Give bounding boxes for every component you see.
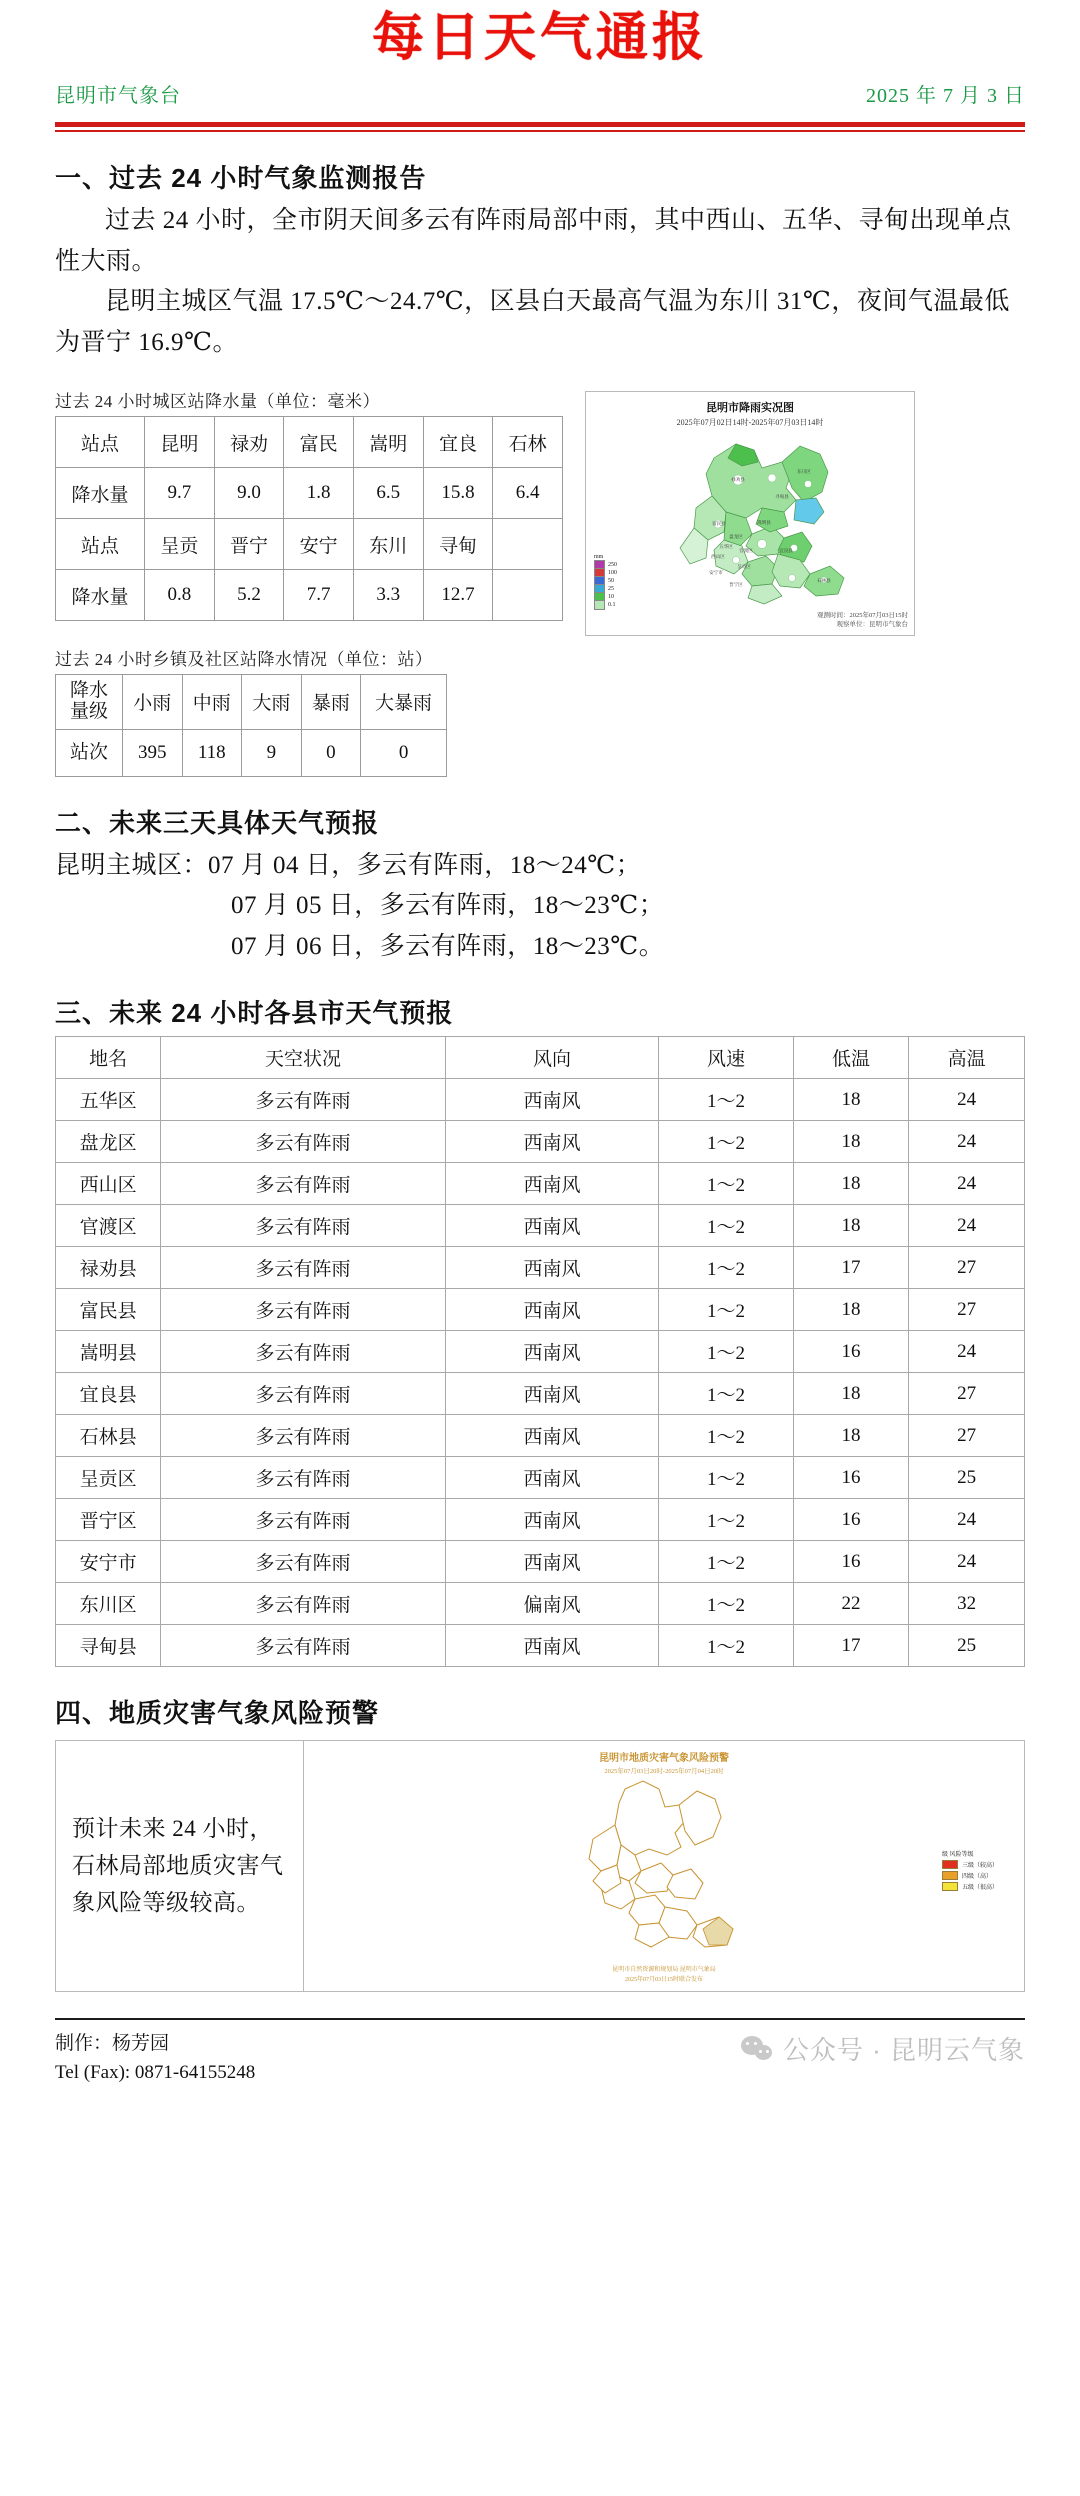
sky-cell: 多云有阵雨 xyxy=(161,1373,445,1415)
row-header-station: 站点 xyxy=(56,417,145,468)
svg-text:西山区: 西山区 xyxy=(711,554,725,559)
count-cell: 395 xyxy=(123,729,183,776)
table-header-row xyxy=(56,1037,1025,1079)
wind-direction-cell: 西南风 xyxy=(445,1163,659,1205)
station-cell: 嵩明 xyxy=(353,417,423,468)
legend-value: 50 xyxy=(608,578,614,584)
wind-speed-cell: 1～2 xyxy=(659,1121,793,1163)
station-cell: 呈贡 xyxy=(145,519,215,570)
svg-text:寻甸县: 寻甸县 xyxy=(775,494,789,499)
table-row xyxy=(56,1415,1025,1457)
table-row xyxy=(56,1163,1025,1205)
high-temp-cell: 25 xyxy=(909,1457,1025,1499)
rainfall-cell: 7.7 xyxy=(284,570,354,621)
sky-cell: 多云有阵雨 xyxy=(161,1121,445,1163)
table-row xyxy=(56,675,447,730)
level-cell: 大暴雨 xyxy=(361,675,447,730)
count-cell: 9 xyxy=(242,729,302,776)
low-temp-cell: 16 xyxy=(793,1331,909,1373)
geo-issue-time: 2025年07月03日15时联合发布 xyxy=(624,1976,703,1983)
high-temp-cell: 32 xyxy=(909,1583,1025,1625)
rainfall-cell: 9.7 xyxy=(145,468,215,519)
place-cell: 五华区 xyxy=(56,1079,161,1121)
legend-value: 10 xyxy=(608,594,614,600)
rainfall-cell: 15.8 xyxy=(423,468,493,519)
geo-risk-text-cell xyxy=(56,1741,304,1991)
footer-maker: 制作：杨芳园 xyxy=(55,2033,170,2055)
wind-direction-cell: 西南风 xyxy=(445,1457,659,1499)
level-row-header: 降水 量级 xyxy=(56,675,123,730)
column-header-high-temp: 高温 xyxy=(909,1037,1025,1079)
svg-text:安宁市: 安宁市 xyxy=(709,570,723,575)
rainfall-map xyxy=(585,391,915,636)
legend-value: 0.1 xyxy=(608,602,616,608)
table-row xyxy=(56,1331,1025,1373)
wind-direction-cell: 西南风 xyxy=(445,1625,659,1667)
count-cell: 0 xyxy=(361,729,447,776)
wechat-label: 公众号 · 昆明云气象 xyxy=(782,2035,1025,2066)
geo-legend xyxy=(942,1849,998,1893)
station-cell: 晋宁 xyxy=(214,519,284,570)
wind-direction-cell: 西南风 xyxy=(445,1289,659,1331)
monitoring-tables xyxy=(55,363,575,777)
svg-text:富民县: 富民县 xyxy=(712,521,726,526)
high-temp-cell: 25 xyxy=(909,1625,1025,1667)
column-header-place: 地名 xyxy=(56,1037,161,1079)
rainfall-cell: 6.5 xyxy=(353,468,423,519)
wind-direction-cell: 西南风 xyxy=(445,1415,659,1457)
high-temp-cell: 24 xyxy=(909,1205,1025,1247)
place-cell: 嵩明县 xyxy=(56,1331,161,1373)
svg-text:晋宁区: 晋宁区 xyxy=(729,582,743,587)
table-row xyxy=(56,1289,1025,1331)
monitoring-tables-and-map xyxy=(55,363,1025,777)
rainfall-legend-unit: mm xyxy=(594,554,604,560)
table-row xyxy=(56,1079,1025,1121)
column-header-wind-speed: 风速 xyxy=(659,1037,793,1079)
svg-text:呈贡区: 呈贡区 xyxy=(737,564,751,569)
station-cell: 石林 xyxy=(493,417,563,468)
wind-speed-cell: 1～2 xyxy=(659,1625,793,1667)
table-row xyxy=(56,1205,1025,1247)
table-row xyxy=(56,1457,1025,1499)
rainfall-cell: 0.8 xyxy=(145,570,215,621)
section-1-paragraph-1: 过去 24 小时，全市阴天间多云有阵雨局部中雨，其中西山、五华、寻甸出现单点性大雨。 xyxy=(55,207,1012,275)
wind-direction-cell: 偏南风 xyxy=(445,1583,659,1625)
rainfall-cell: 9.0 xyxy=(214,468,284,519)
low-temp-cell: 18 xyxy=(793,1415,909,1457)
row-header-amount: 降水量 xyxy=(56,468,145,519)
sky-cell: 多云有阵雨 xyxy=(161,1331,445,1373)
high-temp-cell: 27 xyxy=(909,1415,1025,1457)
low-temp-cell: 16 xyxy=(793,1499,909,1541)
table-row xyxy=(56,1121,1025,1163)
low-temp-cell: 18 xyxy=(793,1121,909,1163)
masthead xyxy=(55,0,1025,71)
high-temp-cell: 24 xyxy=(909,1541,1025,1583)
place-cell: 富民县 xyxy=(56,1289,161,1331)
forecast-day-2: 07 月 05 日，多云有阵雨，18～23℃； xyxy=(231,892,665,920)
rain-table-caption: 过去 24 小时城区站降水量（单位：毫米） xyxy=(55,392,380,411)
column-header-sky: 天空状况 xyxy=(161,1037,445,1079)
section-1-paragraph-2: 昆明主城区气温 17.5℃～24.7℃，区县白天最高气温为东川 31℃，夜间气温最低为晋宁 16.9℃。 xyxy=(55,288,1010,356)
count-cell: 0 xyxy=(301,729,361,776)
wind-direction-cell: 西南风 xyxy=(445,1079,659,1121)
level-cell: 大雨 xyxy=(242,675,302,730)
high-temp-cell: 24 xyxy=(909,1121,1025,1163)
wind-speed-cell: 1～2 xyxy=(659,1205,793,1247)
wechat-account xyxy=(741,2030,1025,2067)
high-temp-cell: 24 xyxy=(909,1079,1025,1121)
main-city-label: 昆明主城区： xyxy=(55,851,209,879)
table-row xyxy=(56,1373,1025,1415)
svg-text:东川区: 东川区 xyxy=(797,469,811,474)
svg-text:禄劝县: 禄劝县 xyxy=(731,477,745,482)
high-temp-cell: 24 xyxy=(909,1499,1025,1541)
table-row xyxy=(56,1499,1025,1541)
place-cell: 东川区 xyxy=(56,1583,161,1625)
rainfall-cell: 6.4 xyxy=(493,468,563,519)
station-cell-empty xyxy=(493,519,563,570)
rainfall-map-subtitle: 2025年07月02日14时-2025年07月03日14时 xyxy=(676,418,824,427)
place-cell: 宜良县 xyxy=(56,1373,161,1415)
high-temp-cell: 24 xyxy=(909,1163,1025,1205)
wind-speed-cell: 1～2 xyxy=(659,1583,793,1625)
svg-text:石林县: 石林县 xyxy=(817,578,831,583)
geo-issuer: 昆明市自然资源和规划局 昆明市气象局 xyxy=(612,1967,716,1974)
legend-value: 100 xyxy=(608,570,617,576)
geo-map-subtitle: 2025年07月03日20时-2025年07月04日20时 xyxy=(604,1768,724,1776)
issue-date: 2025 年 7 月 3 日 xyxy=(866,85,1025,107)
wind-direction-cell: 西南风 xyxy=(445,1541,659,1583)
wind-direction-cell: 西南风 xyxy=(445,1205,659,1247)
station-cell: 安宁 xyxy=(284,519,354,570)
svg-text:五华区: 五华区 xyxy=(719,544,733,549)
station-cell: 禄劝 xyxy=(214,417,284,468)
station-cell: 东川 xyxy=(353,519,423,570)
city-rainfall-table xyxy=(55,416,563,621)
masthead-meta-row xyxy=(55,71,1025,108)
low-temp-cell: 22 xyxy=(793,1583,909,1625)
wind-speed-cell: 1～2 xyxy=(659,1541,793,1583)
place-cell: 晋宁区 xyxy=(56,1499,161,1541)
rainfall-map-footer xyxy=(817,611,908,631)
row-header-station: 站点 xyxy=(56,519,145,570)
wind-speed-cell: 1～2 xyxy=(659,1079,793,1121)
table-row xyxy=(56,570,563,621)
sky-cell: 多云有阵雨 xyxy=(161,1541,445,1583)
header-divider xyxy=(55,108,1025,132)
sky-cell: 多云有阵雨 xyxy=(161,1289,445,1331)
geo-risk-block xyxy=(55,1740,1025,1992)
sky-cell: 多云有阵雨 xyxy=(161,1205,445,1247)
sky-cell: 多云有阵雨 xyxy=(161,1247,445,1289)
footer-tel: Tel (Fax): 0871-64155248 xyxy=(55,2061,256,2083)
place-cell: 盘龙区 xyxy=(56,1121,161,1163)
sky-cell: 多云有阵雨 xyxy=(161,1499,445,1541)
low-temp-cell: 18 xyxy=(793,1163,909,1205)
place-cell: 禄劝县 xyxy=(56,1247,161,1289)
forecast-day-3: 07 月 06 日，多云有阵雨，18～23℃。 xyxy=(231,932,665,960)
level-cell: 小雨 xyxy=(123,675,183,730)
geo-risk-text: 预计未来 24 小时，石林局部地质灾害气象风险等级较高。 xyxy=(72,1816,284,1915)
wind-speed-cell: 1～2 xyxy=(659,1415,793,1457)
count-cell: 118 xyxy=(182,729,242,776)
table-row xyxy=(56,1625,1025,1667)
geo-map-title: 昆明市地质灾害气象风险预警 xyxy=(599,1753,729,1765)
station-cell: 寻甸 xyxy=(423,519,493,570)
station-cell: 昆明 xyxy=(145,417,215,468)
wind-direction-cell: 西南风 xyxy=(445,1499,659,1541)
place-cell: 官渡区 xyxy=(56,1205,161,1247)
rainfall-cell: 3.3 xyxy=(353,570,423,621)
rainfall-map-graphic xyxy=(586,428,914,608)
wind-direction-cell: 西南风 xyxy=(445,1247,659,1289)
low-temp-cell: 18 xyxy=(793,1079,909,1121)
sky-cell: 多云有阵雨 xyxy=(161,1625,445,1667)
sky-cell: 多云有阵雨 xyxy=(161,1079,445,1121)
level-table-caption: 过去 24 小时乡镇及社区站降水情况（单位：站） xyxy=(55,650,433,669)
observation-unit: 观察单位：昆明市气象台 xyxy=(836,621,908,629)
sky-cell: 多云有阵雨 xyxy=(161,1163,445,1205)
low-temp-cell: 17 xyxy=(793,1625,909,1667)
wind-speed-cell: 1～2 xyxy=(659,1457,793,1499)
table-row xyxy=(56,1541,1025,1583)
rainfall-map-column xyxy=(585,363,1025,636)
wind-direction-cell: 西南风 xyxy=(445,1373,659,1415)
observation-time: 观测时间：2025年07月03日15时 xyxy=(817,611,908,619)
sky-cell: 多云有阵雨 xyxy=(161,1583,445,1625)
wind-direction-cell: 西南风 xyxy=(445,1331,659,1373)
column-header-low-temp: 低温 xyxy=(793,1037,909,1079)
table-row xyxy=(56,1583,1025,1625)
row-header-amount: 降水量 xyxy=(56,570,145,621)
low-temp-cell: 17 xyxy=(793,1247,909,1289)
rainfall-cell-empty xyxy=(493,570,563,621)
geo-legend-header: 级 风险等级 xyxy=(941,1852,974,1859)
wind-speed-cell: 1～2 xyxy=(659,1289,793,1331)
table-row xyxy=(56,1247,1025,1289)
wind-speed-cell: 1～2 xyxy=(659,1499,793,1541)
forecast-day-1: 07 月 04 日，多云有阵雨，18～24℃； xyxy=(208,851,642,879)
svg-text:嵩明县: 嵩明县 xyxy=(757,520,771,525)
geo-legend-label: 三级（较高） xyxy=(961,1863,998,1870)
high-temp-cell: 27 xyxy=(909,1289,1025,1331)
three-day-forecast xyxy=(55,846,1025,968)
wind-speed-cell: 1～2 xyxy=(659,1331,793,1373)
high-temp-cell: 27 xyxy=(909,1373,1025,1415)
low-temp-cell: 18 xyxy=(793,1205,909,1247)
sky-cell: 多云有阵雨 xyxy=(161,1415,445,1457)
svg-text:盘龙区: 盘龙区 xyxy=(729,534,743,539)
low-temp-cell: 18 xyxy=(793,1289,909,1331)
table-row xyxy=(56,519,563,570)
high-temp-cell: 24 xyxy=(909,1331,1025,1373)
low-temp-cell: 16 xyxy=(793,1457,909,1499)
wind-speed-cell: 1～2 xyxy=(659,1247,793,1289)
county-forecast-table xyxy=(55,1036,1025,1667)
section-3-heading: 三、未来 24 小时各县市天气预报 xyxy=(55,998,454,1029)
level-cell: 暴雨 xyxy=(301,675,361,730)
rainfall-cell: 12.7 xyxy=(423,570,493,621)
sky-cell: 多云有阵雨 xyxy=(161,1457,445,1499)
issuing-organization: 昆明市气象台 xyxy=(55,85,181,107)
rain-level-station-count-table xyxy=(55,674,447,777)
rainfall-legend xyxy=(594,554,617,609)
table-row xyxy=(56,417,563,468)
section-4-heading: 四、地质灾害气象风险预警 xyxy=(55,1698,380,1729)
place-cell: 西山区 xyxy=(56,1163,161,1205)
page-title: 每日天气通报 xyxy=(371,10,708,67)
count-row-header: 站次 xyxy=(56,729,123,776)
level-cell: 中雨 xyxy=(182,675,242,730)
wind-direction-cell: 西南风 xyxy=(445,1121,659,1163)
wind-speed-cell: 1～2 xyxy=(659,1163,793,1205)
svg-text:宜良县: 宜良县 xyxy=(779,548,793,553)
station-cell: 宜良 xyxy=(423,417,493,468)
station-cell: 富民 xyxy=(284,417,354,468)
place-cell: 呈贡区 xyxy=(56,1457,161,1499)
place-cell: 石林县 xyxy=(56,1415,161,1457)
section-2-heading: 二、未来三天具体天气预报 xyxy=(55,807,380,838)
legend-value: 25 xyxy=(608,586,614,592)
wechat-icon xyxy=(741,2036,775,2062)
column-header-wind-direction: 风向 xyxy=(445,1037,659,1079)
rainfall-cell: 1.8 xyxy=(284,468,354,519)
section-1-heading: 一、过去 24 小时气象监测报告 xyxy=(55,163,427,193)
footer-contact xyxy=(55,2030,255,2087)
high-temp-cell: 27 xyxy=(909,1247,1025,1289)
geo-legend-label: 四级（高） xyxy=(961,1874,992,1881)
page-footer xyxy=(55,2020,1025,2087)
legend-value: 250 xyxy=(608,562,617,568)
geo-risk-map xyxy=(304,1741,1024,1991)
low-temp-cell: 18 xyxy=(793,1373,909,1415)
place-cell: 寻甸县 xyxy=(56,1625,161,1667)
low-temp-cell: 16 xyxy=(793,1541,909,1583)
table-row xyxy=(56,468,563,519)
svg-text:官渡区: 官渡区 xyxy=(739,548,753,553)
table-row xyxy=(56,729,447,776)
geo-map-footer xyxy=(304,1966,1024,1985)
wind-speed-cell: 1～2 xyxy=(659,1373,793,1415)
rainfall-map-title: 昆明市降雨实况图 xyxy=(706,402,794,414)
geo-map-graphic xyxy=(304,1775,1024,1965)
rainfall-cell: 5.2 xyxy=(214,570,284,621)
geo-legend-label: 五级（很高） xyxy=(961,1885,998,1892)
place-cell: 安宁市 xyxy=(56,1541,161,1583)
